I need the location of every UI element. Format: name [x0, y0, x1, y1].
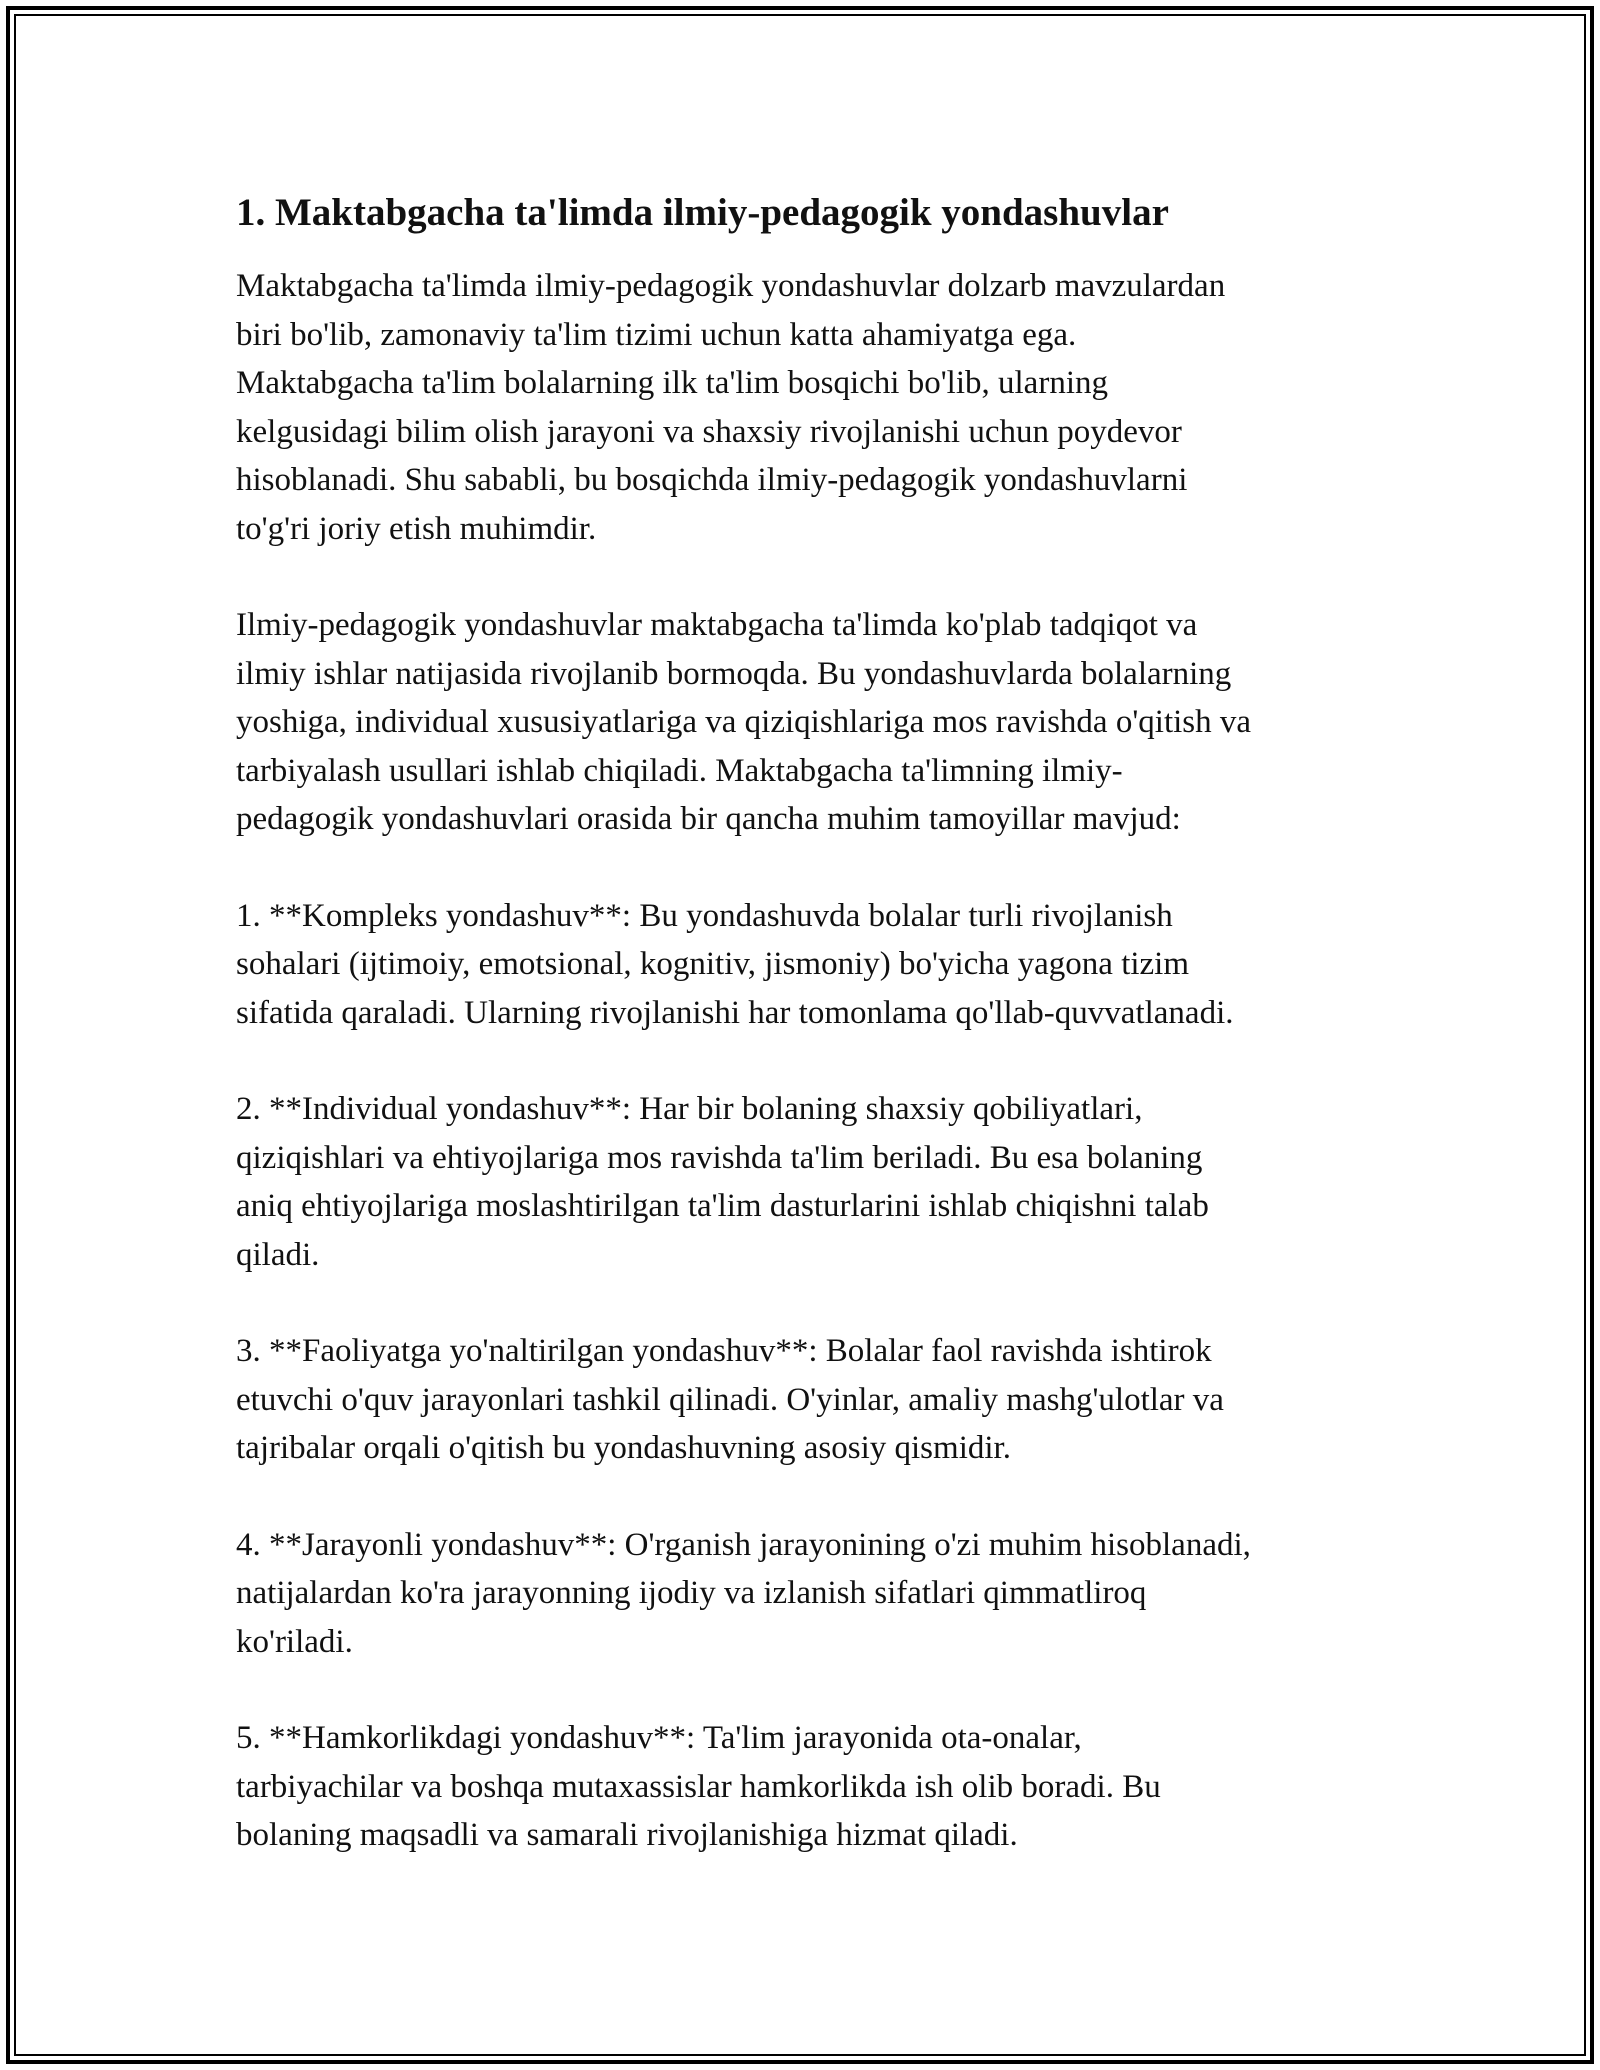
text-line: etuvchi o'quv jarayonlari tashkil qilinadi. O'yinlar, amaliy mashg'ulotlar va — [236, 1381, 1224, 1418]
text-line: pedagogik yondashuvlari orasida bir qancha muhim tamoyillar mavjud: — [236, 801, 1181, 837]
text-line: ko'riladi. — [236, 1623, 353, 1660]
text-line: 2. **Individual yondashuv**: Har bir bolaning shaxsiy qobiliyatlari, — [236, 1091, 1143, 1127]
text-line: sohalari (ijtimoiy, emotsional, kognitiv, jismoniy) bo'yicha yagona tizim — [236, 946, 1190, 982]
paragraph-principles-intro — [236, 601, 1376, 844]
text-line: tarbiyalash usullari ishlab chiqiladi. Maktabgacha ta'limning ilmiy- — [236, 752, 1123, 789]
text-line: 4. **Jarayonli yondashuv**: O'rganish jarayonining o'zi muhim hisoblanadi, — [236, 1526, 1251, 1563]
text-line: qiziqishlari va ehtiyojlariga mos ravishda ta'lim beriladi. Bu esa bolaning — [236, 1139, 1203, 1176]
text-line: yoshiga, individual xususiyatlariga va qiziqishlariga mos ravishda o'qitish va — [236, 704, 1252, 740]
text-line: natijalardan ko'ra jarayonning ijodiy va izlanish sifatlari qimmatliroq — [236, 1575, 1147, 1611]
text-line: kelgusidagi bilim olish jarayoni va shaxsiy rivojlanishi uchun poydevor — [236, 413, 1182, 450]
paragraph-item-4 — [236, 1521, 1376, 1667]
paragraph-item-3 — [236, 1327, 1376, 1473]
text-line: 3. **Faoliyatga yo'naltirilgan yondashuv**: Bolalar faol ravishda ishtirok — [236, 1333, 1212, 1369]
text-line: Ilmiy-pedagogik yondashuvlar maktabgacha ta'limda ko'plab tadqiqot va — [236, 607, 1198, 643]
paragraph-intro — [236, 262, 1376, 553]
text-line: 1. **Kompleks yondashuv**: Bu yondashuvda bolalar turli rivojlanish — [236, 897, 1173, 934]
paragraph-item-2 — [236, 1085, 1376, 1279]
text-line: 5. **Hamkorlikdagi yondashuv**: Ta'lim jarayonida ota-onalar, — [236, 1720, 1082, 1756]
text-line: hisoblanadi. Shu sababli, bu bosqichda ilmiy-pedagogik yondashuvlarni — [236, 462, 1188, 498]
document-title: 1. Maktabgacha ta'limda ilmiy-pedagogik yondashuvlar — [236, 191, 1169, 234]
text-line: biri bo'lib, zamonaviy ta'lim tizimi uchun katta ahamiyatga ega. — [236, 316, 1077, 353]
text-line: ilmiy ishlar natijasida rivojlanib bormoqda. Bu yondashuvlarda bolalarning — [236, 655, 1232, 692]
paragraph-item-1 — [236, 892, 1376, 1038]
text-line: tarbiyachilar va boshqa mutaxassislar hamkorlikda ish olib boradi. Bu — [236, 1768, 1161, 1805]
paragraph-item-5 — [236, 1714, 1376, 1860]
text-line: sifatida qaraladi. Ularning rivojlanishi har tomonlama qo'llab-quvvatlanadi. — [236, 994, 1234, 1031]
text-line: tajribalar orqali o'qitish bu yondashuvning asosiy qismidir. — [236, 1430, 1011, 1466]
text-line: bolaning maqsadli va samarali rivojlanishiga hizmat qiladi. — [236, 1817, 1018, 1853]
text-line: to'g'ri joriy etish muhimdir. — [236, 510, 597, 547]
text-line: aniq ehtiyojlariga moslashtirilgan ta'lim dasturlarini ishlab chiqishni talab — [236, 1188, 1209, 1224]
document-body — [236, 186, 1376, 1908]
text-line: qiladi. — [236, 1236, 320, 1273]
text-line: Maktabgacha ta'limda ilmiy-pedagogik yondashuvlar dolzarb mavzulardan — [236, 268, 1226, 304]
text-line: Maktabgacha ta'lim bolalarning ilk ta'lim bosqichi bo'lib, ularning — [236, 365, 1108, 401]
